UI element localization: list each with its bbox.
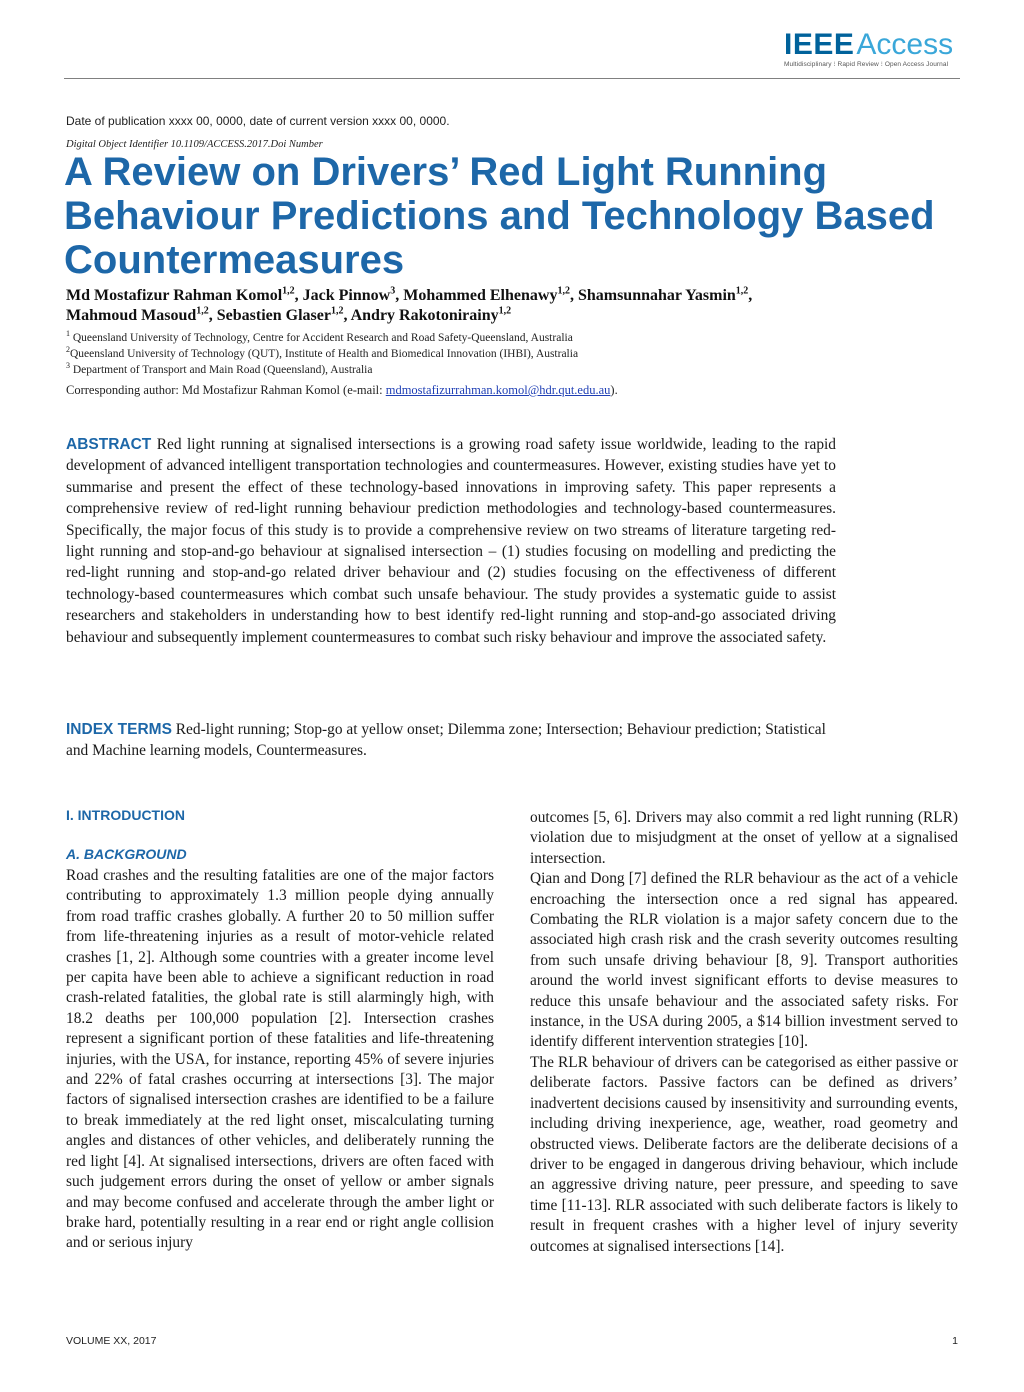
affiliation-3	[66, 361, 372, 376]
affiliation-text: Queensland University of Technology (QUT), Institute of Health and Biomedical Innovation (IHBI), Australia	[70, 347, 579, 360]
author-affiliation-sup: 1,2	[557, 285, 570, 297]
author-list: Md Mostafizur Rahman Komol$^{1,2}$, Jack Pinnow$^3$, Mohammed Elhenawy$^{1,2}$, Shamsunnahar Yasmin$^{1,2}$, Mahmoud Masoud$^{1,2}$, Sebastien Glaser$^{1,2}$, Andry Rakotonirainy$^{1,2}$	[66, 285, 753, 324]
logo-access-text: Access	[856, 28, 954, 61]
paper-title: A Review on Drivers’ Red Light Running Behaviour Predictions and Technology Based Countermeasures	[64, 150, 935, 282]
author-name: Sebastien Glaser	[216, 307, 331, 324]
index-terms-text: Red-light running; Stop-go at yellow onset; Dilemma zone; Intersection; Behaviour prediction; Statistical and Machine learning models, Countermeasures.	[66, 721, 826, 760]
affiliation-text: Department of Transport and Main Road (Queensland), Australia	[72, 363, 373, 376]
header-divider	[64, 78, 960, 79]
author-affiliation-sup: 1,2	[498, 305, 512, 317]
subsection-heading-background: A. BACKGROUND	[66, 846, 187, 862]
author-name: Mohammed Elhenawy	[403, 287, 558, 304]
doi-line: Digital Object Identifier 10.1109/ACCESS.2017.Doi Number	[66, 139, 323, 150]
section-heading-introduction: I. INTRODUCTION	[66, 807, 185, 823]
ieee-access-logo	[784, 28, 954, 76]
affiliation-number: 3	[66, 361, 70, 370]
footer-volume: VOLUME XX, 2017	[66, 1335, 157, 1347]
author-affiliation-sup: 1,2	[196, 305, 209, 317]
abstract-text: Red light running at signalised intersections is a growing road safety issue worldwide, leading to the rapid development of advanced intelligent transportation technologies and countermeasures. However, existing studies have yet to summarise and present the effect of these technology-based innovations in improving safety. This paper represents a comprehensive review of red-light running behaviour prediction methodologies and technology-based countermeasures. Specifically, the major focus of this study is to provide a comprehensive review on two streams of literature targeting red-light running and stop-and-go behaviour at signalised intersection – (1) studies focusing on modelling and predicting the red-light running and stop-and-go related driver behaviour and (2) studies focusing on the effectiveness of different technology-based countermeasures which combat such unsafe behaviour. The study provides a systematic guide to assist researchers and stakeholders in understanding how to best identify red-light running and stop-and-go associated driving behaviour and subsequently implement countermeasures to combat such risky behaviour and improve the associated safety.	[66, 436, 836, 646]
affiliation-2	[66, 345, 578, 360]
index-terms-label: INDEX TERMS	[66, 721, 172, 738]
body-column-right	[530, 808, 958, 1257]
affiliation-1	[66, 329, 573, 344]
author-affiliation-sup: 1,2	[282, 285, 295, 297]
author-name: Jack Pinnow	[302, 287, 391, 304]
author-affiliation-sup: 1,2	[735, 285, 749, 297]
author-name: Andry Rakotonirainy	[350, 307, 499, 324]
body-paragraph: Qian and Dong [7] defined the RLR behaviour as the act of a vehicle encroaching the intersection once a red signal has appeared. Combating the RLR violation is a major safety concern due to the associated high crash risk and the crash severity outcomes resulting from such unsafe driving behaviour [8, 9]. Transport authorities around the world invest significant efforts to devise measures to reduce this unsafe behaviour and the associated safety risks. For instance, in the USA during 2005, a $14 billion investment served to identify different intervention strategies [10].	[530, 870, 958, 1051]
author-name: Md Mostafizur Rahman Komol	[66, 287, 283, 304]
corresponding-prefix: Corresponding author: Md Mostafizur Rahman Komol (e-mail:	[66, 383, 386, 397]
body-paragraph: Road crashes and the resulting fatalities are one of the major factors contributing to approximately 1.3 million people dying annually from road traffic crashes globally. A further 20 to 50 million suffer from life-threatening injuries as a result of motor-vehicle related crashes [1, 2]. Although some countries with a greater income level per capita have been able to achieve a significant reduction in road crash-related fatalities, the global rate is still alarmingly high, with 18.2 deaths per 100,000 population [2]. Intersection crashes represent a significant portion of these fatalities and life-threatening injuries, with the USA, for instance, reporting 45% of severe injuries and 22% of fatal crashes occurring at intersections [3]. The major factors of signalised intersection crashes are identified to be a failure to break immediately at the red light onset, miscalculating turning angles and distances of other vehicles, and deliberately running the red light [4]. At signalised intersections, drivers are often faced with such judgement errors during the onset of yellow or amber signals and may become confused and accelerate through the amber light or brake hard, potentially resulting in a rear end or right angle collision and or serious injury	[66, 867, 494, 1252]
affiliation-number: 2	[66, 345, 70, 354]
author-name: Mahmoud Masoud	[66, 307, 197, 324]
body-paragraph: The RLR behaviour of drivers can be categorised as either passive or deliberate factors. Passive factors can be defined as drivers’ inadvertent decisions caused by insensitivity and surrounding events, including driving inexperience, age, weather, road geometry and obstructed views. Deliberate factors are the deliberate decisions of a driver to be engaged in dangerous driving behaviour, which include an aggressive driving nature, peer pressure, and speeding to save time [11-13]. RLR associated with such deliberate factors is likely to result in frequent crashes with a higher level of injury severity outcomes at signalised intersections [14].	[530, 1053, 958, 1255]
body-column-left	[66, 866, 494, 1254]
abstract-section	[66, 434, 836, 648]
publication-date: Date of publication xxxx 00, 0000, date of current version xxxx 00, 0000.	[66, 114, 450, 128]
corresponding-suffix: ).	[610, 383, 618, 397]
footer-page-number: 1	[952, 1335, 958, 1347]
logo-tagline: Multidisciplinary ⁝ Rapid Review ⁝ Open Access Journal	[784, 61, 949, 68]
affiliation-number: 1	[66, 329, 70, 338]
author-affiliation-sup: 3	[390, 285, 396, 297]
author-affiliation-sup: 1,2	[330, 305, 344, 317]
author-name: Shamsunnahar Yasmin	[577, 287, 736, 304]
logo-ieee-text: IEEE	[784, 28, 855, 61]
body-paragraph: outcomes [5, 6]. Drivers may also commit a red light running (RLR) violation due to misjudgment at the onset of yellow at a signalised intersection.	[530, 809, 958, 867]
index-terms-section	[66, 719, 836, 762]
corresponding-email-link[interactable]: mdmostafizurrahman.komol@hdr.qut.edu.au	[385, 383, 611, 397]
abstract-label: ABSTRACT	[66, 436, 152, 453]
affiliation-text: Queensland University of Technology, Centre for Accident Research and Road Safety-Queensland, Australia	[72, 331, 573, 344]
corresponding-author	[66, 383, 618, 398]
